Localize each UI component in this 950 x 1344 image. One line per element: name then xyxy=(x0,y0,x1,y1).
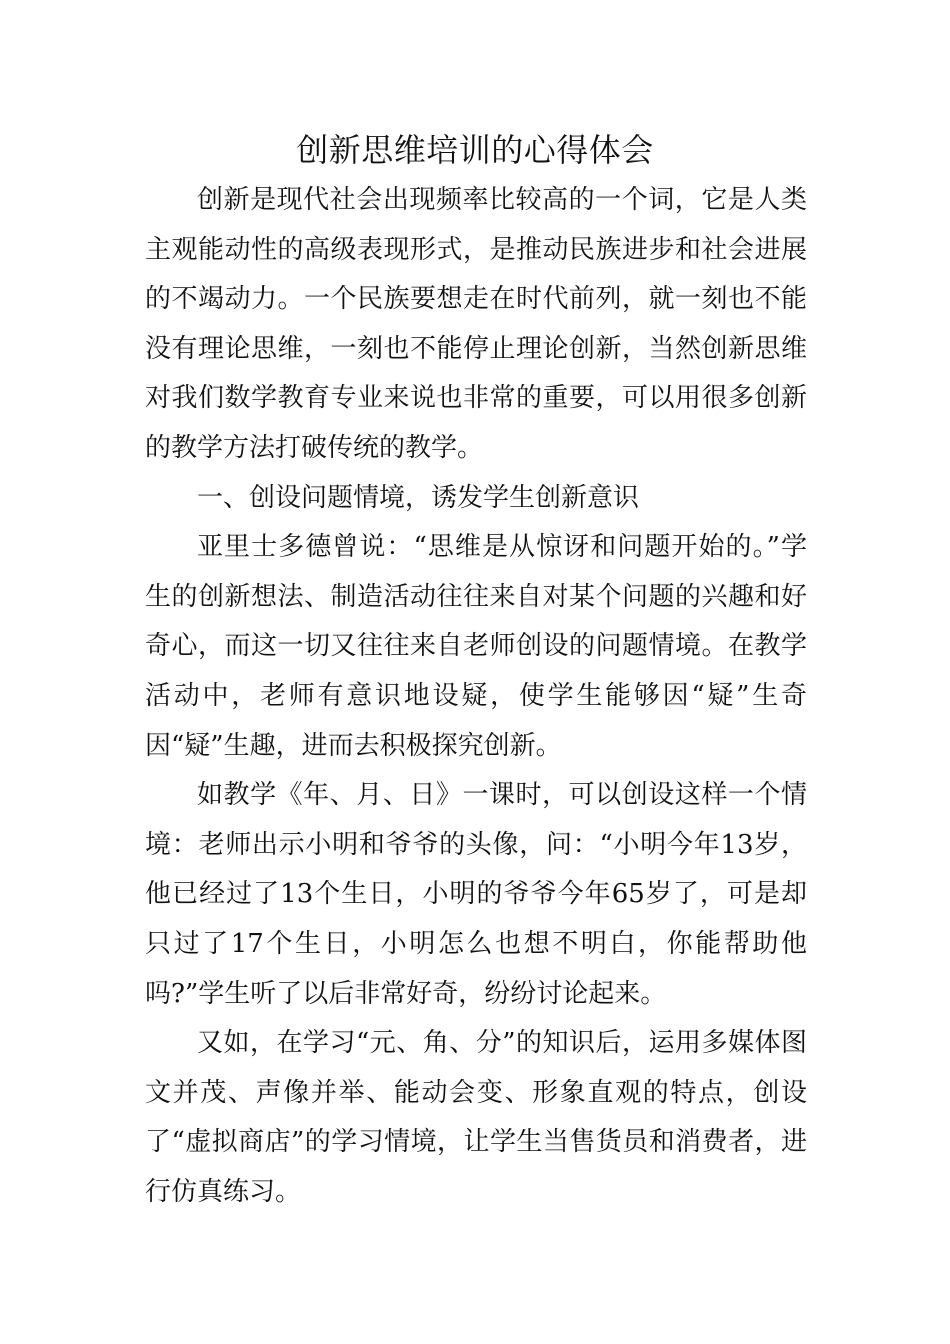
document-body xyxy=(145,176,807,1217)
paragraph-example-store: 又如，在学习“元、角、分”的知识后，运用多媒体图文并茂、声像并举、能动会变、形象直观的特点，创设了“虚拟商店”的学习情境，让学生当售货员和消费者，进行仿真练习。 xyxy=(145,1028,807,1207)
paragraph-intro: 创新是现代社会出现频率比较高的一个词，它是人类主观能动性的高级表现形式，是推动民族进步和社会进展的不竭动力。一个民族要想走在时代前列，就一刻也不能没有理论思维，一刻也不能停止理论创新，当然创新思维对我们数学教育专业来说也非常的重要，可以用很多创新的教学方法打破传统的教学。 xyxy=(145,185,807,463)
document-title: 创新思维培训的心得体会 xyxy=(296,131,654,169)
paragraph-aristotle: 亚里士多德曾说：“思维是从惊讶和问题开始的。”学生的创新想法、制造活动往往来自对某个问题的兴趣和好奇心，而这一切又往往来自老师创设的问题情境。在教学活动中，老师有意识地设疑，使学生能够因“疑”生奇因“疑”生趣，进而去积极探究创新。 xyxy=(145,532,807,761)
paragraph-example-calendar: 如教学《年、月、日》一课时，可以创设这样一个情境：老师出示小明和爷爷的头像，问：“小明今年13岁，他已经过了13个生日，小明的爷爷今年65岁了，可是却只过了17个生日，小明怎么也想不明白，你能帮助他吗?”学生听了以后非常好奇，纷纷讨论起来。 xyxy=(145,780,807,1009)
section-heading-1: 一、创设问题情境，诱发学生创新意识 xyxy=(197,482,640,513)
